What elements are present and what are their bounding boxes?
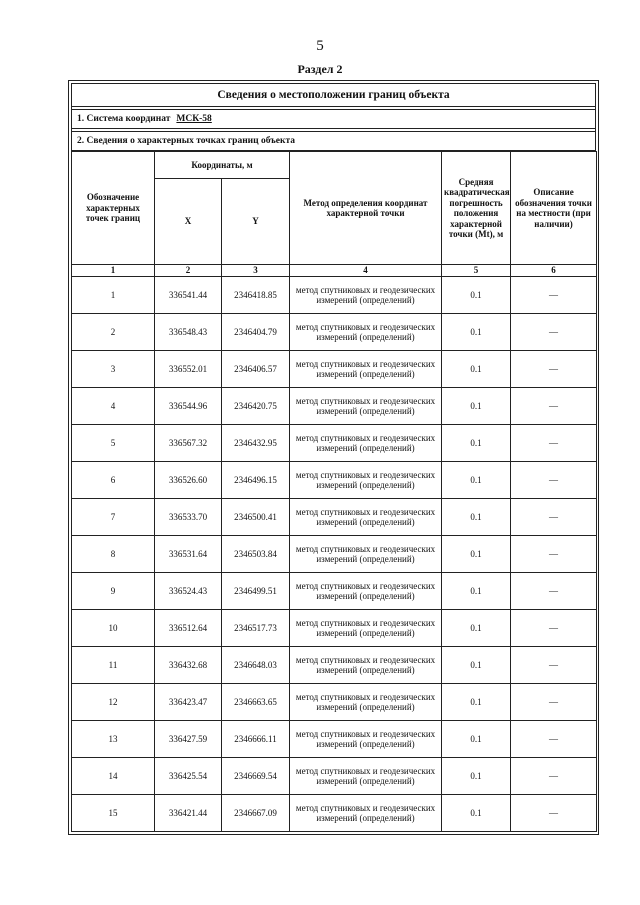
method-cell: метод спутниковых и геодезических измерений (определений) xyxy=(290,314,442,351)
method-cell: метод спутниковых и геодезических измерений (определений) xyxy=(290,351,442,388)
method-cell: метод спутниковых и геодезических измерений (определений) xyxy=(290,795,442,832)
col-header-method: Метод определения координат характерной точки xyxy=(290,152,442,265)
table-row xyxy=(72,795,597,832)
col-header-designation: Обозначение характерных точек границ xyxy=(72,152,155,265)
description-cell: — xyxy=(511,425,597,462)
method-cell: метод спутниковых и геодезических измерений (определений) xyxy=(290,573,442,610)
description-cell: — xyxy=(511,277,597,314)
table-row xyxy=(72,388,597,425)
table-row xyxy=(72,610,597,647)
method-cell: метод спутниковых и геодезических измерений (определений) xyxy=(290,499,442,536)
points-table xyxy=(71,151,597,832)
y-coordinate-cell: 2346503.84 xyxy=(222,536,290,573)
point-number-cell: 7 xyxy=(72,499,155,536)
method-cell: метод спутниковых и геодезических измерений (определений) xyxy=(290,610,442,647)
accuracy-cell: 0.1 xyxy=(442,499,511,536)
point-number-cell: 5 xyxy=(72,425,155,462)
point-number-cell: 15 xyxy=(72,795,155,832)
coord-system-value: МСК-58 xyxy=(176,114,212,124)
column-numbers-row xyxy=(72,265,597,277)
accuracy-cell: 0.1 xyxy=(442,462,511,499)
description-cell: — xyxy=(511,462,597,499)
x-coordinate-cell: 336526.60 xyxy=(155,462,222,499)
table-row xyxy=(72,425,597,462)
accuracy-cell: 0.1 xyxy=(442,721,511,758)
x-coordinate-cell: 336541.44 xyxy=(155,277,222,314)
x-coordinate-cell: 336432.68 xyxy=(155,647,222,684)
accuracy-cell: 0.1 xyxy=(442,684,511,721)
accuracy-cell: 0.1 xyxy=(442,795,511,832)
coord-system-line xyxy=(71,110,596,129)
table-row xyxy=(72,721,597,758)
description-cell: — xyxy=(511,795,597,832)
y-coordinate-cell: 2346420.75 xyxy=(222,388,290,425)
page-number: 5 xyxy=(316,38,324,54)
col-header-description: Описание обозначения точки на местности (при наличии) xyxy=(511,152,597,265)
point-number-cell: 9 xyxy=(72,573,155,610)
accuracy-cell: 0.1 xyxy=(442,758,511,795)
table-row xyxy=(72,758,597,795)
x-coordinate-cell: 336512.64 xyxy=(155,610,222,647)
y-coordinate-cell: 2346663.65 xyxy=(222,684,290,721)
point-number-cell: 6 xyxy=(72,462,155,499)
description-cell: — xyxy=(511,573,597,610)
description-cell: — xyxy=(511,721,597,758)
accuracy-cell: 0.1 xyxy=(442,647,511,684)
description-cell: — xyxy=(511,388,597,425)
table-row xyxy=(72,573,597,610)
y-coordinate-cell: 2346404.79 xyxy=(222,314,290,351)
col-header-coordinates: Координаты, м xyxy=(155,152,290,179)
boundary-info-frame xyxy=(68,80,599,835)
point-number-cell: 12 xyxy=(72,684,155,721)
x-coordinate-cell: 336421.44 xyxy=(155,795,222,832)
accuracy-cell: 0.1 xyxy=(442,314,511,351)
description-cell: — xyxy=(511,536,597,573)
description-cell: — xyxy=(511,314,597,351)
y-coordinate-cell: 2346496.15 xyxy=(222,462,290,499)
x-coordinate-cell: 336425.54 xyxy=(155,758,222,795)
point-number-cell: 4 xyxy=(72,388,155,425)
table-row xyxy=(72,314,597,351)
y-coordinate-cell: 2346667.09 xyxy=(222,795,290,832)
point-number-cell: 14 xyxy=(72,758,155,795)
x-coordinate-cell: 336524.43 xyxy=(155,573,222,610)
x-coordinate-cell: 336552.01 xyxy=(155,351,222,388)
col-header-y: Y xyxy=(222,179,290,265)
x-coordinate-cell: 336427.59 xyxy=(155,721,222,758)
point-number-cell: 2 xyxy=(72,314,155,351)
y-coordinate-cell: 2346648.03 xyxy=(222,647,290,684)
table-row xyxy=(72,647,597,684)
x-coordinate-cell: 336544.96 xyxy=(155,388,222,425)
table-row xyxy=(72,499,597,536)
method-cell: метод спутниковых и геодезических измерений (определений) xyxy=(290,462,442,499)
description-cell: — xyxy=(511,351,597,388)
y-coordinate-cell: 2346418.85 xyxy=(222,277,290,314)
method-cell: метод спутниковых и геодезических измерений (определений) xyxy=(290,721,442,758)
x-coordinate-cell: 336533.70 xyxy=(155,499,222,536)
y-coordinate-cell: 2346669.54 xyxy=(222,758,290,795)
x-coordinate-cell: 336567.32 xyxy=(155,425,222,462)
point-number-cell: 1 xyxy=(72,277,155,314)
y-coordinate-cell: 2346500.41 xyxy=(222,499,290,536)
description-cell: — xyxy=(511,647,597,684)
accuracy-cell: 0.1 xyxy=(442,277,511,314)
y-coordinate-cell: 2346432.95 xyxy=(222,425,290,462)
table-row xyxy=(72,536,597,573)
column-number: 1 xyxy=(72,265,155,277)
method-cell: метод спутниковых и геодезических измерений (определений) xyxy=(290,388,442,425)
x-coordinate-cell: 336548.43 xyxy=(155,314,222,351)
accuracy-cell: 0.1 xyxy=(442,351,511,388)
point-number-cell: 8 xyxy=(72,536,155,573)
x-coordinate-cell: 336531.64 xyxy=(155,536,222,573)
description-cell: — xyxy=(511,499,597,536)
description-cell: — xyxy=(511,610,597,647)
point-number-cell: 10 xyxy=(72,610,155,647)
section-title: Раздел 2 xyxy=(297,62,343,76)
method-cell: метод спутниковых и геодезических измерений (определений) xyxy=(290,647,442,684)
points-section-label: 2. Сведения о характерных точках границ объекта xyxy=(71,132,596,151)
main-header: Сведения о местоположении границ объекта xyxy=(71,83,596,107)
accuracy-cell: 0.1 xyxy=(442,388,511,425)
point-number-cell: 11 xyxy=(72,647,155,684)
y-coordinate-cell: 2346499.51 xyxy=(222,573,290,610)
table-row xyxy=(72,462,597,499)
column-number: 2 xyxy=(155,265,222,277)
y-coordinate-cell: 2346406.57 xyxy=(222,351,290,388)
table-row xyxy=(72,277,597,314)
method-cell: метод спутниковых и геодезических измерений (определений) xyxy=(290,684,442,721)
column-number: 4 xyxy=(290,265,442,277)
description-cell: — xyxy=(511,758,597,795)
col-header-x: X xyxy=(155,179,222,265)
method-cell: метод спутниковых и геодезических измерений (определений) xyxy=(290,536,442,573)
method-cell: метод спутниковых и геодезических измерений (определений) xyxy=(290,425,442,462)
point-number-cell: 3 xyxy=(72,351,155,388)
table-row xyxy=(72,351,597,388)
accuracy-cell: 0.1 xyxy=(442,425,511,462)
x-coordinate-cell: 336423.47 xyxy=(155,684,222,721)
accuracy-cell: 0.1 xyxy=(442,536,511,573)
description-cell: — xyxy=(511,684,597,721)
point-number-cell: 13 xyxy=(72,721,155,758)
accuracy-cell: 0.1 xyxy=(442,610,511,647)
column-number: 6 xyxy=(511,265,597,277)
column-number: 3 xyxy=(222,265,290,277)
method-cell: метод спутниковых и геодезических измерений (определений) xyxy=(290,758,442,795)
column-number: 5 xyxy=(442,265,511,277)
y-coordinate-cell: 2346517.73 xyxy=(222,610,290,647)
y-coordinate-cell: 2346666.11 xyxy=(222,721,290,758)
method-cell: метод спутниковых и геодезических измерений (определений) xyxy=(290,277,442,314)
accuracy-cell: 0.1 xyxy=(442,573,511,610)
coord-system-label: 1. Система координат xyxy=(77,114,171,124)
col-header-accuracy: Средняя квадратическая погрешность положения характерной точки (Mt), м xyxy=(442,152,511,265)
table-row xyxy=(72,684,597,721)
